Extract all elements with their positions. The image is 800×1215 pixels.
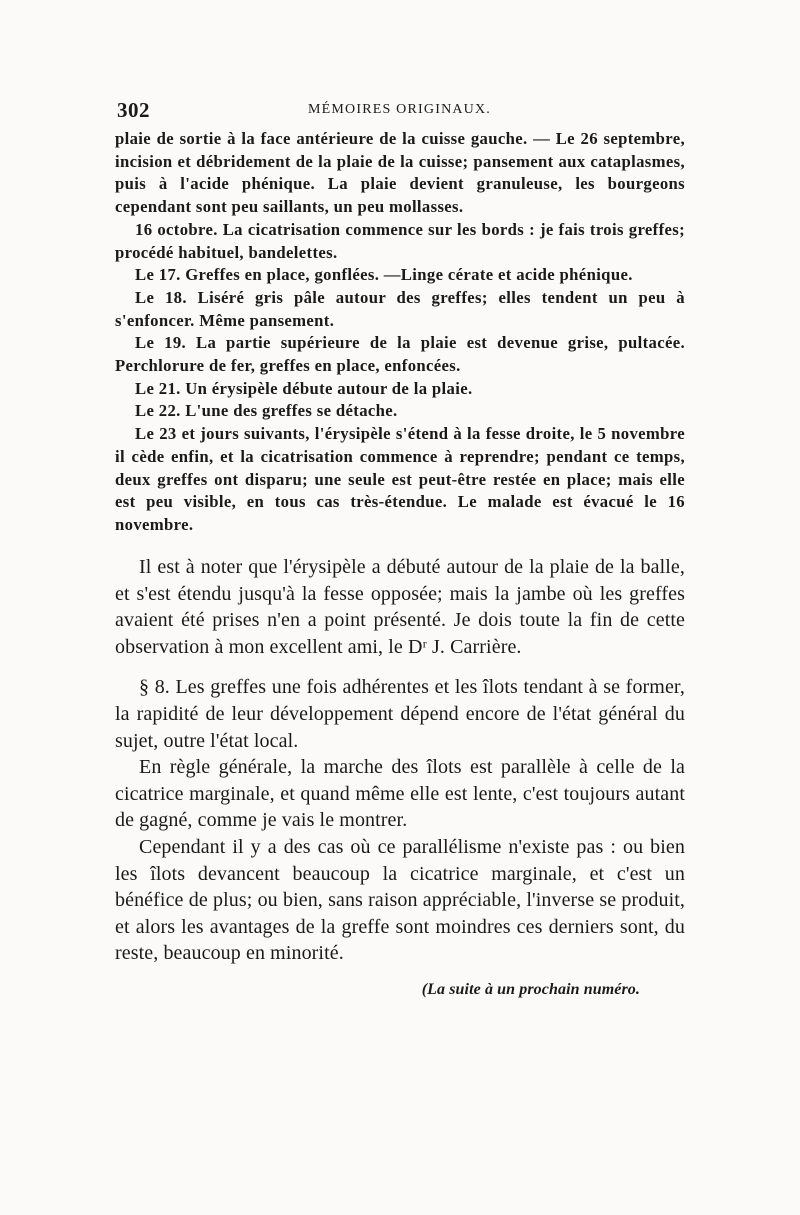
case-note: Le 23 et jours suivants, l'érysipèle s'étend à la fesse droite, le 5 novembre il cède enfin, et la cicatrisation commence à reprendre; pendant ce temps, deux greffes ont disparu; une seule est peut-être restée en place; mais elle est peu visible, en tous cas très-étendue. Le malade est évacué le 16 novembre. <box>115 424 685 534</box>
case-observation-notes <box>115 128 685 537</box>
body-paragraph: Cependant il y a des cas où ce parallélisme n'existe pas : ou bien les îlots devancent beaucoup la cicatrice marginale, et c'est un bénéfice de plus; ou bien, sans raison appréciable, l'inverse se produit, et alors les avantages de la greffe sont moindres ces derniers sont, du reste, beaucoup en minorité. <box>115 835 685 965</box>
case-note: Le 21. Un érysipèle débute autour de la plaie. <box>135 378 473 398</box>
running-head: MÉMOIRES ORIGINAUX. <box>307 102 492 117</box>
body-paragraph: En règle générale, la marche des îlots est parallèle à celle de la cicatrice marginale, et quand même elle est lente, c'est toujours autant de gagné, comme je vais le montrer. <box>115 756 685 832</box>
case-note: 16 octobre. La cicatrisation commence sur les bords : je fais trois greffes; procédé habituel, bandelettes. <box>115 219 685 262</box>
main-text <box>115 554 685 1004</box>
section-paragraph: § 8. Les greffes une fois adhérentes et les îlots tendant à se former, la rapidité de leur développement dépend encore de l'état général du sujet, outre l'état local. <box>115 676 685 752</box>
case-note: Le 22. L'une des greffes se détache. <box>135 401 398 421</box>
body-paragraph: Il est à noter que l'érysipèle a débuté autour de la plaie de la balle, et s'est étendu jusqu'à la fesse opposée; mais la jambe où les greffes avaient été prises n'en a point présenté. Je dois toute la fin de cette observation à mon excellent ami, le Dʳ J. Carrière. <box>115 556 685 658</box>
case-note: Le 19. La partie supérieure de la plaie est devenue grise, pultacée. Perchlorure de fer, greffes en place, enfoncées. <box>115 333 685 376</box>
page-number: 302 <box>117 98 150 122</box>
case-note: plaie de sortie à la face antérieure de la cuisse gauche. — Le 26 septembre, incision et débridement de la plaie de la cuisse; pansement aux cataplasmes, puis à l'acide phénique. La plaie devient granuleuse, les bourgeons cependant sont peu saillants, un peu mollasses. <box>115 129 685 217</box>
case-note: Le 18. Liséré gris pâle autour des greffes; elles tendent un peu à s'enfoncer. Même pansement. <box>115 287 685 330</box>
case-note: Le 17. Greffes en place, gonflées. —Linge cérate et acide phénique. <box>135 265 633 285</box>
continuation-note: (La suite à un prochain numéro. <box>421 980 640 998</box>
page-header <box>117 98 682 128</box>
